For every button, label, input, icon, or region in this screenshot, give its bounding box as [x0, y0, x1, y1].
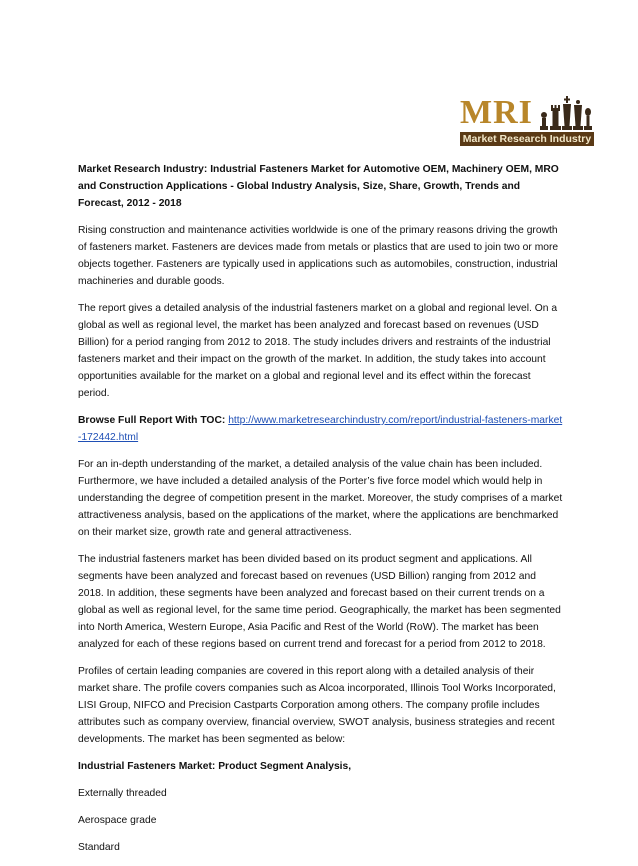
paragraph-report-overview: The report gives a detailed analysis of the industrial fasteners market on a global and regional level. On a global as well as regional level, the market has been analyzed and forecast based on revenues (USD Billion) for a period ranging from 2012 to 2018. The study includes drivers and restraints of the industrial fasteners market and their impact on the growth of the market. In addition, the study takes into account opportunities available for the market on a global and regional level and its effect within the forecast period. — [78, 303, 558, 399]
toc-line — [78, 412, 564, 446]
paragraph-intro: Rising construction and maintenance activities worldwide is one of the primary reasons driving the growth of fasteners market. Fasteners are devices made from metals or plastics that are used to join two or more objects together. Fasteners are typically used in applications such as automobiles, construction, industrial machineries and durable goods. — [78, 225, 559, 287]
segment-item: Externally threaded — [78, 788, 167, 799]
document-body — [78, 161, 564, 866]
logo-text: MRI — [460, 94, 533, 131]
chess-pieces-icon — [538, 96, 594, 132]
paragraph-value-chain: For an in-depth understanding of the market, a detailed analysis of the value chain has been included. Furthermore, we have included a detailed analysis of the Porter’s five force model which would help in understanding the degree of competition present in the market. Moreover, the study comprises of a market attractiveness analysis, based on the applications of the market, where the applications are benchmarked on their market size, growth rate and general attractiveness. — [78, 459, 563, 538]
paragraph-company-profiles: Profiles of certain leading companies are covered in this report along with a detailed analysis of their market share. The profile covers companies such as Alcoa incorporated, Illinois Tool Works Incorporated, LISI Group, NIFCO and Precision Castparts Corporation among others. The company profile includes attributes such as company overview, financial overview, SWOT analysis, business strategies and recent developments. The market has been segmented as below: — [78, 666, 556, 745]
document-title: Market Research Industry: Industrial Fasteners Market for Automotive OEM, Machinery OEM, MRO and Construction Applications - Global Industry Analysis, Size, Share, Growth, Trends and Forecast, 2012 - 2018 — [78, 164, 559, 209]
logo-tagline: Market Research Industry — [460, 132, 594, 146]
toc-label: Browse Full Report With TOC: — [78, 415, 226, 426]
segment-item: Aerospace grade — [78, 815, 157, 826]
segment-heading: Industrial Fasteners Market: Product Segment Analysis, — [78, 761, 352, 772]
toc-link[interactable]: http://www.marketresearchindustry.com/report/industrial-fasteners-market-172442.html — [78, 415, 563, 443]
segment-item: Standard — [78, 842, 120, 853]
paragraph-segmentation: The industrial fasteners market has been divided based on its product segment and applications. All segments have been analyzed and forecast based on revenues (USD Billion) ranging from 2012 and 2018. In addition, these segments have been analyzed and forecast based on their current trends on a global as well as regional level, for the same time period. Geographically, the market has been segmented into North America, Western Europe, Asia Pacific and Rest of the World (RoW). The market has been analyzed for each of these regions based on current trend and forecast for a period from 2012 to 2018. — [78, 554, 561, 650]
mri-logo — [460, 94, 598, 150]
